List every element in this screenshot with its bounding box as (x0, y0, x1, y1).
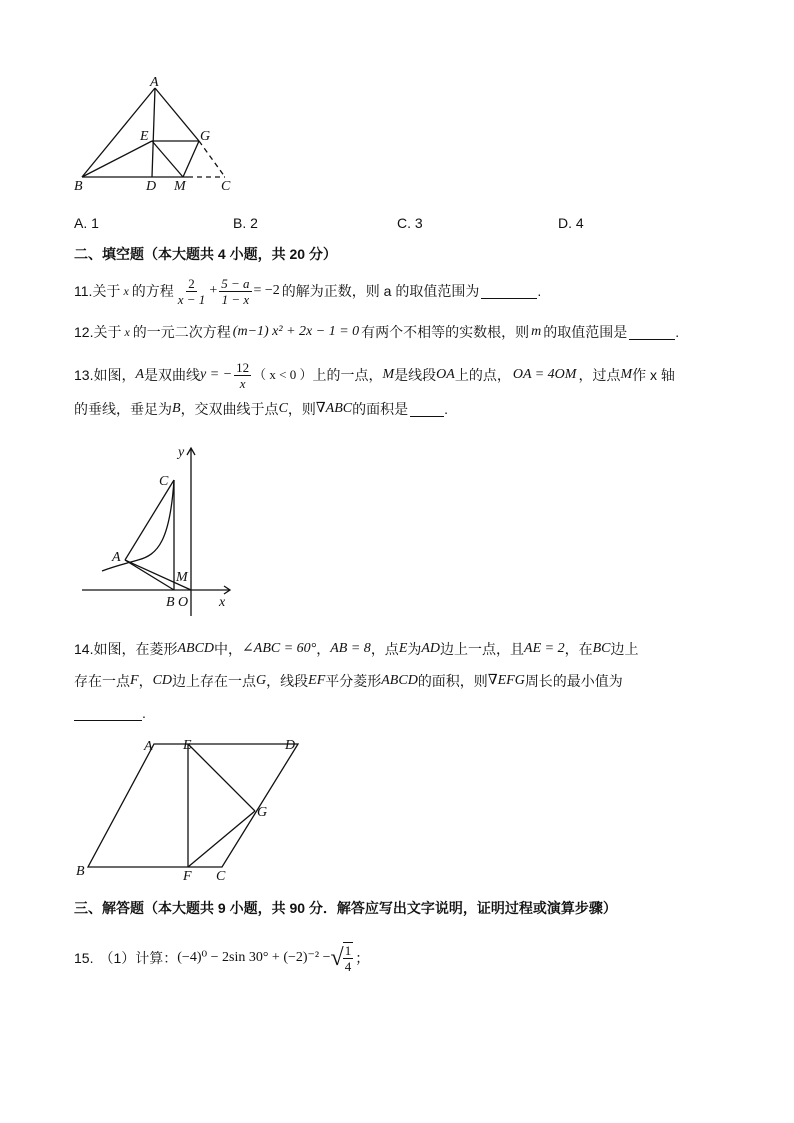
fig2-label-M: M (176, 570, 188, 585)
q11-answer-blank[interactable] (481, 284, 537, 299)
fig3-label-A: A (144, 739, 153, 754)
q15-expression: (−4)⁰ − 2sin 30° + (−2)⁻² − (177, 950, 331, 965)
question-14-line-3: . (74, 704, 146, 722)
fig2-label-y: y (178, 445, 185, 460)
q13-number: 13. (74, 367, 94, 383)
q11-fraction-1: $\frac{2}{x - 1}$ (177, 275, 206, 307)
fig1-label-G: G (200, 129, 211, 144)
figure-triangle (70, 74, 240, 196)
q11-var: x (123, 284, 129, 298)
q11-number: 11. (74, 283, 93, 299)
question-14-line-2: 存在一点 F ， CD 边上存在一点 G ，线段 EF 平分菱形 ABCD 的面积，则 ∇EFG 周长的最小值为 (74, 673, 623, 689)
q13-answer-blank[interactable] (410, 402, 444, 417)
q11-text: 的解为正数，则 a 的取值范围为 (281, 283, 480, 299)
fig1-label-C: C (221, 179, 231, 194)
question-12: 12. 关于 x 的一元二次方程 (m−1) x² + 2x − 1 = 0 有两个不相等的实数根，则 m 的取值范围是 . (74, 324, 680, 340)
figure-hyperbola (78, 440, 248, 618)
fig3-label-D: D (285, 738, 296, 753)
fig1-label-D: D (146, 179, 157, 194)
q12-equation: (m−1) x² + 2x − 1 = 0 (232, 324, 360, 339)
fig3-label-B: B (76, 864, 85, 879)
fig1-label-A: A (150, 75, 159, 90)
fig3-label-C: C (216, 869, 226, 884)
question-14: 14. 如图，在菱形 ABCD 中， ∠ABC = 60° ， AB = 8 ，点 E 为 AD 边上一点，且 AE = 2 ，在 BC 边上 (74, 641, 639, 657)
q14-answer-blank[interactable] (74, 706, 142, 721)
choice-b[interactable]: B. 2 (233, 215, 258, 231)
fig2-label-B: B (166, 595, 175, 610)
fig2-label-x: x (219, 595, 226, 610)
q11-text: 关于 (92, 283, 121, 299)
choice-a[interactable]: A. 1 (74, 215, 99, 231)
section-2-title: 二、填空题（本大题共 4 小题，共 20 分） (74, 246, 337, 262)
q13-fraction: $\frac{12}{x}$ (236, 359, 250, 391)
section-3-title: 三、解答题（本大题共 9 小题，共 90 分．解答应写出文字说明，证明过程或演算步骤） (74, 900, 617, 916)
figure-rhombus (72, 734, 312, 884)
fig3-label-F: F (183, 869, 192, 884)
fig2-label-O: O (178, 595, 189, 610)
q12-answer-blank[interactable] (629, 325, 675, 340)
fig1-label-B: B (74, 179, 83, 194)
fig1-label-M: M (174, 179, 186, 194)
question-11: 11. 关于 x 的方程 $\frac{2}{x - 1}$ + $\frac{5 - a}{1 - x}$ = −2 的解为正数，则 a 的取值范围为 . (74, 275, 542, 307)
fig3-label-G: G (257, 805, 268, 820)
fig2-label-C: C (159, 474, 169, 489)
q12-number: 12. (74, 324, 94, 340)
fig1-label-E: E (140, 129, 149, 144)
sqrt-sign-icon: √ (330, 945, 344, 971)
fig3-label-E: E (183, 738, 192, 753)
fig2-label-A: A (112, 550, 121, 565)
question-13-line-2: 的垂线，垂足为 B ，交双曲线于点 C ，则 ∇ABC 的面积是 . (74, 401, 449, 417)
choice-c[interactable]: C. 3 (397, 215, 423, 231)
question-15: 15. （1）计算： (−4)⁰ − 2sin 30° + (−2)⁻² − √ $\frac{1}{4}$ ； (74, 943, 370, 974)
q15-number: 15. (74, 950, 94, 966)
q15-sqrt: √ $\frac{1}{4}$ (330, 943, 352, 974)
q11-fraction-2: $\frac{5 - a}{1 - x}$ (221, 275, 250, 307)
choice-d[interactable]: D. 4 (558, 215, 584, 231)
q11-text: 的方程 (131, 283, 174, 299)
q13-hyperbola: y = − (200, 367, 233, 382)
question-13: 13. 如图， A 是双曲线 y = − $\frac{12}{x}$ （ x < 0 ） 上的一点， M 是线段 OA 上的点， OA = 4OM ，过点 M 作 x 轴 (74, 359, 675, 391)
q14-number: 14. (74, 641, 94, 657)
